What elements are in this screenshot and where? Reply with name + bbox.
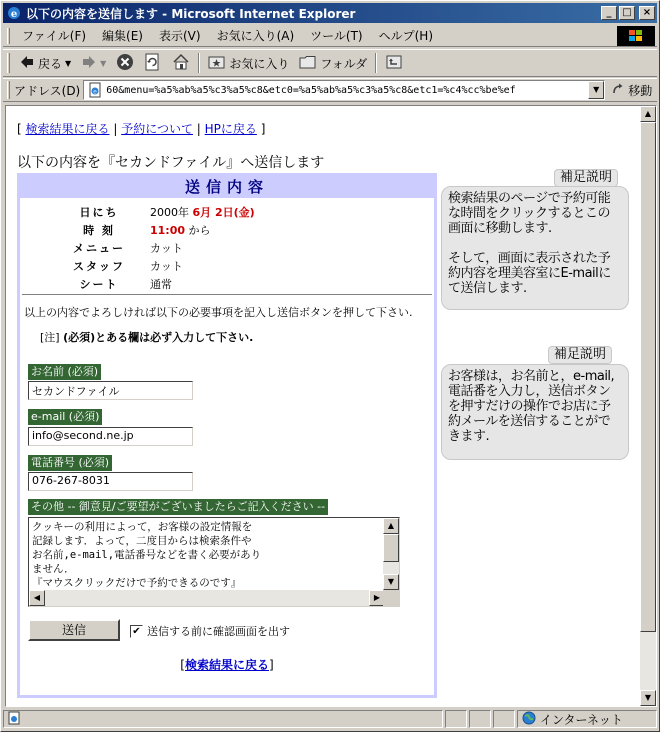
back-link-open: [	[180, 658, 185, 672]
instruction-text: 以上の内容でよろしければ以下の必要事項を記入し送信ボタンを押して下さい.	[24, 306, 413, 319]
detail-row-date	[48, 203, 255, 221]
back-dropdown-icon[interactable]: ▼	[65, 58, 72, 68]
date-value	[150, 204, 255, 220]
textarea-scroll-right-icon[interactable]: ▶	[369, 590, 385, 606]
nav-separator-2: |	[192, 122, 205, 136]
top-nav-links	[17, 120, 265, 137]
folders-label: フォルダ	[320, 56, 368, 71]
time-suffix: から	[185, 224, 211, 237]
status-segment-1	[445, 710, 467, 728]
submit-button[interactable]: 送信	[28, 619, 120, 641]
menubar-grip	[7, 28, 10, 44]
address-url: 60&menu=%a5%ab%a5%c3%a5%c8&etc0=%a5%ab%a5%c3%a5%c8&etc1=%c4%cc%be%ef	[106, 84, 516, 96]
status-zone	[517, 710, 657, 728]
status-segment-2	[469, 710, 491, 728]
address-field[interactable]	[83, 80, 605, 100]
window-controls	[601, 6, 655, 20]
link-back-to-results-bottom[interactable]: 検索結果に戻る	[184, 658, 269, 672]
home-button[interactable]	[167, 51, 195, 75]
status-bar	[3, 709, 657, 729]
standard-toolbar	[3, 49, 657, 77]
detail-row-staff	[48, 257, 255, 275]
back-button[interactable]	[14, 51, 76, 75]
go-arrow-icon	[611, 82, 625, 99]
refresh-icon	[144, 53, 162, 74]
seat-label: シート	[79, 278, 119, 291]
textarea-scroll-left-icon[interactable]: ◀	[29, 590, 45, 606]
date-label: 日にち	[79, 206, 119, 219]
time-label: 時 刻	[83, 224, 115, 237]
menu-help[interactable]: ヘルプ(H)	[378, 29, 433, 43]
forward-dropdown-icon[interactable]: ▼	[100, 58, 107, 68]
help-tab-1: 補足説明	[554, 169, 618, 187]
textarea-scroll-thumb[interactable]	[383, 534, 399, 562]
confirm-option	[130, 623, 290, 639]
svg-text:e: e	[10, 9, 18, 20]
menu-tools[interactable]: ツール(T)	[310, 29, 363, 43]
menu-label: メニュー	[73, 242, 125, 255]
go-button[interactable]	[611, 82, 652, 99]
time-value	[150, 222, 211, 238]
svg-text:e: e	[93, 88, 98, 96]
staff-value: カット	[150, 260, 183, 273]
textarea-horizontal-scrollbar[interactable]	[29, 590, 385, 606]
forward-arrow-icon	[81, 54, 97, 73]
detail-row-menu	[48, 239, 255, 257]
required-note	[40, 329, 253, 345]
page-viewport	[5, 105, 657, 707]
box-title: 送信内容	[20, 176, 434, 198]
email-input[interactable]: info@second.ne.jp	[28, 427, 193, 446]
favorites-label: お気に入り	[229, 56, 290, 71]
page-heading: 以下の内容を『セカンドファイル』へ送信します	[17, 155, 325, 171]
menu-edit[interactable]: 編集(E)	[102, 29, 143, 43]
time-red-value: 11:00	[150, 224, 186, 237]
address-bar	[3, 78, 657, 102]
favorites-icon	[208, 54, 226, 73]
page-scroll-thumb[interactable]	[640, 122, 656, 632]
detail-row-time	[48, 221, 255, 239]
date-year: 2000年	[150, 206, 189, 219]
maximize-button[interactable]: □	[619, 6, 635, 20]
favorites-button[interactable]	[203, 51, 294, 75]
help1-paragraph-1: 検索結果のページで予約可能な時間をクリックするとこの画面に移動します.	[448, 191, 611, 236]
folders-button[interactable]	[294, 51, 372, 75]
comments-text: クッキーの利用によって，お客様の設定情報を 記録します．よって，二度目からは検索条件や お名前,e-mail,電話番号などを書く必要があり ません． 『マウスクリックだけで予約できるのです』	[32, 521, 262, 589]
comments-textarea[interactable]	[28, 517, 400, 607]
menu-favorites[interactable]: お気に入り(A)	[216, 29, 295, 43]
page-scroll-up-icon[interactable]: ▲	[640, 106, 656, 122]
bottom-back-link	[20, 656, 434, 673]
ie-icon	[6, 5, 22, 21]
go-label: 移動	[628, 83, 653, 98]
toolbar-separator-2	[375, 53, 377, 73]
history-icon	[385, 54, 403, 73]
minimize-button[interactable]: _	[601, 6, 617, 20]
link-back-to-hp[interactable]: HPに戻る	[204, 122, 257, 136]
page-icon	[87, 82, 103, 98]
email-field-label: e-mail (必須)	[28, 409, 102, 425]
link-back-to-results[interactable]: 検索結果に戻る	[25, 122, 110, 136]
textarea-corner	[383, 590, 399, 606]
note-prefix: [注]	[40, 331, 64, 344]
title-bar	[3, 3, 657, 23]
folder-icon	[299, 54, 317, 73]
menu-value: カット	[150, 242, 183, 255]
detail-row-seat	[48, 275, 255, 293]
status-page-icon	[7, 711, 21, 728]
page-content	[6, 106, 640, 706]
back-arrow-icon	[19, 54, 35, 73]
confirm-label: 送信する前に確認画面を出す	[147, 625, 290, 638]
toolbar-grip	[7, 53, 10, 73]
menu-view[interactable]: 表示(V)	[158, 29, 201, 43]
name-input[interactable]: セカンドファイル	[28, 381, 193, 400]
textarea-scroll-down-icon[interactable]: ▼	[383, 574, 399, 590]
seat-value: 通常	[150, 278, 172, 291]
phone-field-label: 電話番号 (必須)	[28, 455, 112, 471]
note-bold: (必須)とある欄は必ず入力して下さい.	[63, 331, 254, 344]
help-box-2	[441, 364, 629, 460]
address-label: アドレス(D)	[14, 83, 81, 98]
nav-close-bracket: ]	[256, 122, 266, 136]
help1-paragraph-2: そして，画面に表示された予約内容を理美容室にE-mailにて送信します.	[448, 251, 611, 296]
help-tab-2: 補足説明	[548, 346, 612, 364]
close-button[interactable]: ×	[639, 6, 655, 20]
addressbar-grip	[7, 81, 10, 99]
staff-label: スタッフ	[73, 260, 125, 273]
divider	[22, 294, 432, 296]
page-scroll-down-icon[interactable]: ▼	[640, 690, 656, 706]
forward-button[interactable]	[76, 51, 111, 75]
toolbar-separator	[198, 53, 200, 73]
status-main	[3, 710, 443, 728]
nav-separator-1: |	[109, 122, 122, 136]
confirm-checkbox[interactable]: ✔	[130, 625, 143, 638]
refresh-button[interactable]	[139, 51, 167, 75]
window-title: 以下の内容を送信します - Microsoft Internet Explorer	[26, 6, 356, 21]
reservation-details	[48, 203, 255, 293]
globe-icon	[522, 711, 536, 728]
status-zone-label: インターネット	[540, 712, 623, 727]
reservation-form-box	[17, 173, 437, 698]
nav-open-bracket: [	[17, 122, 26, 136]
name-field-label: お名前 (必須)	[28, 364, 101, 380]
windows-logo-icon	[617, 26, 655, 46]
date-red-value: 6月 2日(金)	[192, 206, 255, 219]
menu-bar	[3, 25, 657, 47]
back-label: 戻る	[38, 56, 63, 71]
history-button[interactable]	[380, 51, 408, 75]
link-about-reservation[interactable]: 予約について	[121, 122, 193, 136]
page-vertical-scrollbar[interactable]	[640, 106, 656, 706]
textarea-scroll-up-icon[interactable]: ▲	[383, 518, 399, 534]
phone-input[interactable]: 076-267-8031	[28, 472, 193, 491]
back-link-close: ]	[269, 658, 274, 672]
help-box-1	[441, 186, 629, 310]
other-field-label: その他 -- 御意見/ご要望がございましたらご記入ください --	[28, 499, 328, 515]
status-segment-3	[493, 710, 515, 728]
stop-button[interactable]	[111, 51, 139, 75]
textarea-vertical-scrollbar[interactable]	[383, 518, 399, 590]
address-dropdown-icon[interactable]: ▼	[588, 81, 604, 99]
home-icon	[172, 53, 190, 74]
help2-paragraph-1: お客様は，お名前と，e-mail,電話番を入力し，送信ボタンを押すだけの操作でお店に予約メールを送信することができます.	[448, 369, 615, 444]
stop-icon	[116, 53, 134, 74]
menu-file[interactable]: ファイル(F)	[22, 29, 87, 43]
